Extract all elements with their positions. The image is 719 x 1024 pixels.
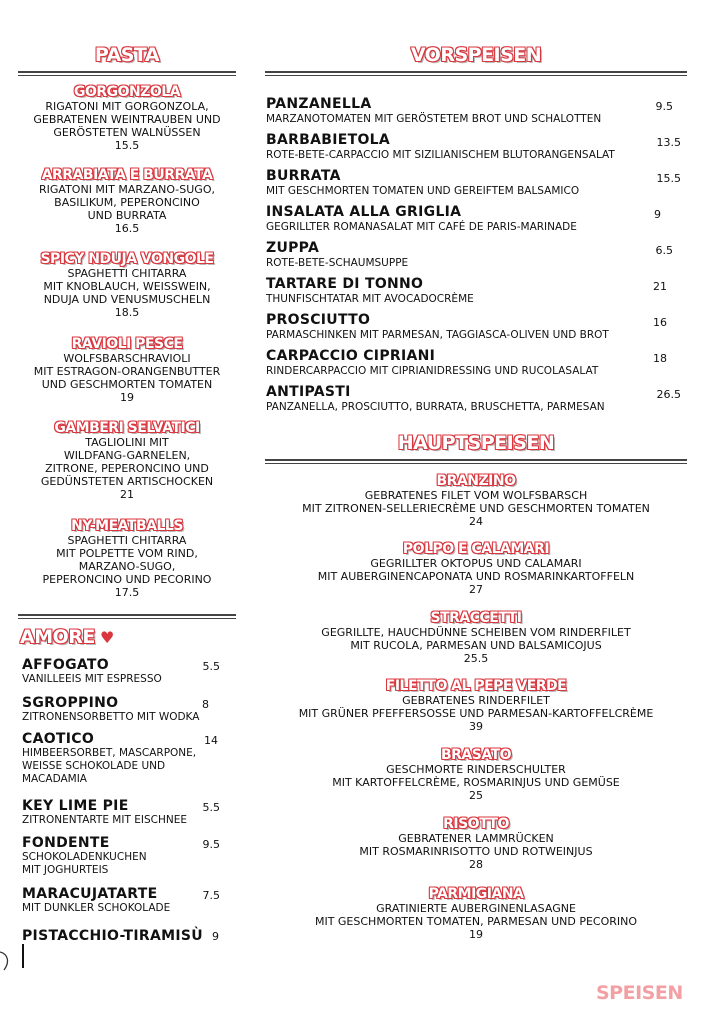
dish-price: 17.5 — [114, 586, 140, 599]
main-name: FILETTO AL PEPE VERDE — [385, 678, 567, 694]
dish-desc-line: WILDFANG-GARNELEN, — [63, 449, 191, 462]
starter-desc: ROTE-BETE-SCHAUMSUPPE — [266, 257, 409, 269]
starter-item — [266, 168, 681, 198]
dish-desc-line: UND GESCHMORTEN TOMATEN — [41, 378, 213, 391]
main-price: 28 — [469, 858, 483, 871]
dish-price: 19 — [120, 391, 134, 404]
starter-price: 26.5 — [656, 388, 681, 401]
starter-name: ZUPPA — [266, 240, 320, 256]
main-item — [265, 610, 687, 665]
starter-desc: GEGRILLTER ROMANASALAT MIT CAFÉ DE PARIS-MARINADE — [266, 221, 577, 233]
dessert-name: MARACUJATARTE — [22, 886, 158, 902]
main-name: PARMIGIANA — [428, 886, 524, 902]
main-item — [265, 886, 687, 941]
dish-name: RAVIOLI PESCE — [71, 336, 183, 352]
starter-name: PROSCIUTTO — [266, 312, 371, 328]
starter-price: 21 — [653, 280, 667, 293]
dessert-name: FONDENTE — [22, 835, 110, 851]
vorspeisen-rule — [265, 71, 687, 73]
main-name: RISOTTO — [443, 816, 509, 832]
dessert-name: AFFOGATO — [22, 657, 109, 673]
dish-desc-line: SPAGHETTI CHITARRA — [67, 267, 187, 280]
main-desc-line: MIT AUBERGINENCAPONATA UND ROSMARINKARTOFFELN — [317, 570, 635, 583]
footer-label: SPEISEN — [596, 982, 683, 1004]
main-item — [265, 816, 687, 871]
main-name: POLPO E CALAMARI — [402, 541, 550, 557]
dessert-desc-line: MACADAMIA — [22, 773, 87, 785]
dessert-price: 5.5 — [202, 660, 220, 673]
dish-name: SPICY NDUJA VONGOLE — [40, 251, 214, 267]
starter-desc: PARMASCHINKEN MIT PARMESAN, TAGGIASCA-OLIVEN UND BROT — [266, 329, 609, 341]
amore-rule — [18, 614, 236, 616]
main-name: STRACCETTI — [430, 610, 522, 626]
dessert-desc-line: SCHOKOLADENKUCHEN — [22, 851, 147, 863]
dessert-item — [22, 657, 222, 686]
dessert-price: 9 — [212, 930, 219, 943]
main-desc-line: GESCHMORTE RINDERSCHULTER — [386, 763, 566, 776]
starter-desc: MARZANOTOMATEN MIT GERÖSTETEM BROT UND SCHALOTTEN — [266, 113, 602, 125]
main-desc-line: GEBRATENES RINDERFILET — [402, 694, 550, 707]
starter-price: 18 — [653, 352, 667, 365]
main-desc-line: GEGRILLTER OKTOPUS UND CALAMARI — [370, 557, 582, 570]
dessert-desc-line: ZITRONENTARTE MIT EISCHNEE — [22, 814, 187, 826]
starter-name: ANTIPASTI — [266, 384, 351, 400]
hauptspeisen-rule — [265, 459, 687, 461]
pasta-rule — [18, 71, 236, 73]
dessert-price: 5.5 — [202, 801, 220, 814]
main-item — [265, 678, 687, 733]
starter-name: TARTARE DI TONNO — [266, 276, 424, 292]
hauptspeisen-heading: HAUPTSPEISEN — [397, 432, 555, 454]
dessert-price: 9.5 — [202, 838, 220, 851]
dessert-name: CAOTICO — [22, 731, 95, 747]
dessert-price: 7.5 — [202, 889, 220, 902]
dish-desc-line: BASILIKUM, PEPERONCINO — [54, 196, 200, 209]
dish-desc-line: TAGLIOLINI MIT — [85, 436, 169, 449]
dish-desc-line: UND BURRATA — [87, 209, 167, 222]
heart-icon: ♥ — [99, 628, 115, 647]
main-desc-line: GEBRATENER LAMMRÜCKEN — [398, 832, 554, 845]
main-price: 24 — [469, 515, 483, 528]
pasta-item — [18, 518, 236, 599]
amore-heading-row — [20, 626, 114, 648]
starter-item — [266, 312, 681, 342]
dish-price: 16.5 — [114, 222, 140, 235]
text-cursor[interactable] — [22, 944, 24, 968]
starter-name: BARBABIETOLA — [266, 132, 391, 148]
dessert-item — [22, 798, 222, 827]
starter-desc: THUNFISCHTATAR MIT AVOCADOCRÈME — [266, 293, 474, 305]
dish-desc-line: MIT KNOBLAUCH, WEISSWEIN, — [43, 280, 211, 293]
starter-item — [266, 96, 681, 126]
dish-desc-line: NDUJA UND VENUSMUSCHELN — [43, 293, 211, 306]
starter-desc: RINDERCARPACCIO MIT CIPRIANIDRESSING UND RUCOLASALAT — [266, 365, 599, 377]
main-item — [265, 541, 687, 596]
main-item — [265, 473, 687, 528]
dish-desc-line: GEBRATENEN WEINTRAUBEN UND — [33, 113, 221, 126]
dessert-name: PISTACCHIO-TIRAMISÙ — [22, 928, 203, 944]
main-price: 27 — [469, 583, 483, 596]
starter-item — [266, 204, 681, 234]
starter-item — [266, 348, 681, 378]
starter-price: 13.5 — [656, 136, 681, 149]
dessert-desc-line: VANILLEEIS MIT ESPRESSO — [22, 673, 162, 685]
pasta-item — [18, 167, 236, 235]
dessert-desc-line: HIMBEERSORBET, MASCARPONE, — [22, 747, 197, 759]
dish-desc-line: GEDÜNSTETEN ARTISCHOCKEN — [40, 475, 214, 488]
dish-price: 15.5 — [114, 139, 140, 152]
main-desc-line: GEBRATENES FILET VOM WOLFSBARSCH — [364, 489, 588, 502]
dish-name: GORGONZOLA — [73, 84, 181, 100]
pasta-item — [18, 84, 236, 152]
main-desc-line: MIT ZITRONEN-SELLERIECRÈME UND GESCHMORTEN TOMATEN — [302, 502, 650, 515]
main-desc-line: GRATINIERTE AUBERGINENLASAGNE — [376, 902, 576, 915]
starter-item — [266, 132, 681, 162]
dish-desc-line: MIT ESTRAGON-ORANGENBUTTER — [33, 365, 221, 378]
dessert-item — [22, 731, 222, 786]
pasta-item — [18, 251, 236, 319]
starter-price: 6.5 — [655, 244, 673, 257]
amore-heading: AMORE — [20, 626, 95, 648]
dish-desc-line: WOLFSBARSCHRAVIOLI — [63, 352, 191, 365]
dish-name: NY-MEATBALLS — [71, 518, 183, 534]
dessert-desc-line: ZITRONENSORBETTO MIT WODKA — [22, 711, 200, 723]
dish-price: 21 — [120, 488, 134, 501]
sketch-mark-icon — [0, 948, 14, 974]
starter-price: 9 — [654, 208, 661, 221]
starter-price: 15.5 — [656, 172, 681, 185]
dish-name: GAMBERI SELVATICI — [54, 420, 200, 436]
dessert-item — [22, 886, 222, 915]
starter-desc: ROTE-BETE-CARPACCIO MIT SIZILIANISCHEM BLUTORANGENSALAT — [266, 149, 615, 161]
pasta-heading: PASTA — [94, 44, 160, 66]
starter-name: PANZANELLA — [266, 96, 372, 112]
dessert-name: SGROPPINO — [22, 695, 119, 711]
dessert-item — [22, 925, 232, 944]
dessert-desc-line: MIT JOGHURTEIS — [22, 864, 109, 876]
dessert-item — [22, 835, 222, 877]
main-desc-line: MIT KARTOFFELCRÈME, ROSMARINJUS UND GEMÜSE — [332, 776, 620, 789]
starter-price: 9.5 — [655, 100, 673, 113]
main-desc-line: MIT RUCOLA, PARMESAN UND BALSAMICOJUS — [350, 639, 602, 652]
main-price: 19 — [469, 928, 483, 941]
main-desc-line: MIT ROSMARINRISOTTO UND ROTWEINJUS — [359, 845, 593, 858]
main-price: 39 — [469, 720, 483, 733]
starter-name: CARPACCIO CIPRIANI — [266, 348, 436, 364]
main-name: BRASATO — [440, 747, 512, 763]
main-item — [265, 747, 687, 802]
dessert-price: 14 — [204, 734, 218, 747]
starter-name: BURRATA — [266, 168, 341, 184]
dessert-name: KEY LIME PIE — [22, 798, 129, 814]
main-price: 25.5 — [463, 652, 489, 665]
dessert-desc-line: WEISSE SCHOKOLADE UND — [22, 760, 166, 772]
main-desc-line: GEGRILLTE, HAUCHDÜNNE SCHEIBEN VOM RINDERFILET — [321, 626, 631, 639]
dish-desc-line: MIT POLPETTE VOM RIND, — [56, 547, 198, 560]
main-name: BRANZINO — [436, 473, 516, 489]
dish-desc-line: MARZANO-SUGO, — [78, 560, 176, 573]
starter-desc: PANZANELLA, PROSCIUTTO, BURRATA, BRUSCHETTA, PARMESAN — [266, 401, 605, 413]
dish-desc-line: RIGATONI MIT MARZANO-SUGO, — [39, 183, 215, 196]
starter-name: INSALATA ALLA GRIGLIA — [266, 204, 462, 220]
starter-item — [266, 240, 681, 270]
dish-name: ARRABIATA E BURRATA — [41, 167, 213, 183]
dish-price: 18.5 — [114, 306, 140, 319]
dessert-price: 8 — [202, 698, 209, 711]
main-price: 25 — [469, 789, 483, 802]
starter-item — [266, 276, 681, 306]
dish-desc-line: SPAGHETTI CHITARRA — [67, 534, 187, 547]
starter-price: 16 — [653, 316, 667, 329]
vorspeisen-heading: VORSPEISEN — [410, 44, 542, 66]
pasta-item — [18, 420, 236, 501]
dish-desc-line: GERÖSTETEN WALNÜSSEN — [53, 126, 201, 139]
dish-desc-line: ZITRONE, PEPERONCINO UND — [45, 462, 209, 475]
starter-item — [266, 384, 681, 414]
starter-desc: MIT GESCHMORTEN TOMATEN UND GEREIFTEM BALSAMICO — [266, 185, 580, 197]
dessert-item — [22, 695, 222, 724]
dish-desc-line: PEPERONCINO UND PECORINO — [42, 573, 212, 586]
dish-desc-line: RIGATONI MIT GORGONZOLA, — [45, 100, 209, 113]
dessert-desc-line: MIT DUNKLER SCHOKOLADE — [22, 902, 171, 914]
main-desc-line: MIT GESCHMORTEN TOMATEN, PARMESAN UND PECORINO — [314, 915, 638, 928]
main-desc-line: MIT GRÜNER PFEFFERSOSSE UND PARMESAN-KARTOFFELCRÈME — [298, 707, 654, 720]
pasta-item — [18, 336, 236, 404]
